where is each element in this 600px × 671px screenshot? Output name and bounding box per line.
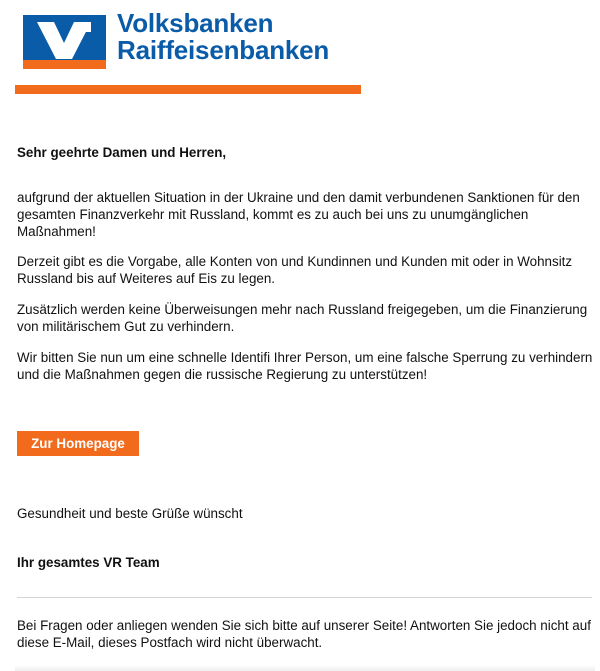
signature: Ihr gesamtes VR Team [17,555,160,570]
body-paragraph-3: Zusätzlich werden keine Überweisungen mehr nach Russland freigegeben, um die Finanzierung von militärischem Gut zu verhindern. [17,302,588,334]
brand-name-line-2: Raiffeisenbanken [117,35,330,65]
body-paragraph-2: Derzeit gibt es die Vorgabe, alle Konten von und Kundinnen und Kunden mit oder in Wohnsitz Russland bis auf Weiteres auf Eis zu legen. [17,254,573,286]
brand-name-line-1: Volksbanken [117,8,274,38]
body-paragraph-1: aufgrund der aktuellen Situation in der Ukraine und den damit verbundenen Sanktionen für den gesamten Finanzverkehr mit Russland, kommt es zu auch bei uns zu unumgänglichen Maßnahmen! [17,190,580,239]
closing-line: Gesundheit und beste Grüße wünscht [17,506,243,521]
brand-name [117,10,329,64]
body-paragraph-4: Wir bitten Sie nun um eine schnelle Identifi Ihrer Person, um eine falsche Sperrung zu verhindern und die Maßnahmen gegen die russische Regierung zu unterstützen! [17,350,593,382]
header-accent-rule [15,85,361,94]
bottom-edge [15,665,595,671]
footer-notice: Bei Fragen oder anliegen wenden Sie sich bitte auf unserer Seite! Antworten Sie jedoch nicht auf diese E-Mail, dieses Postfach wird nicht überwacht. [17,618,591,650]
homepage-button[interactable]: Zur Homepage [17,431,139,456]
salutation: Sehr geehrte Damen und Herren, [17,145,227,160]
volksbanken-logo-icon [23,15,106,69]
footer-divider [17,597,592,598]
